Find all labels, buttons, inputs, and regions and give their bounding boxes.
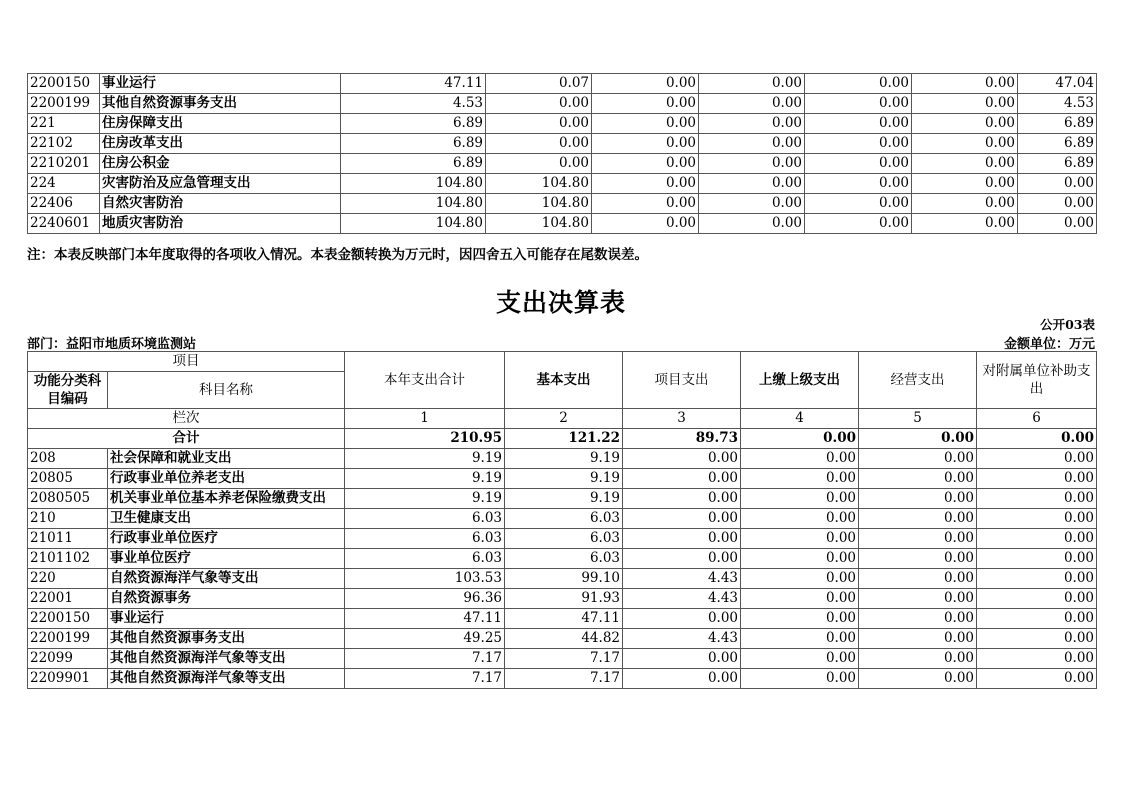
header-col-1: 本年支出合计 [345,352,505,409]
income-table-continuation [27,73,1097,234]
row-value-4: 0.00 [741,489,859,509]
row-name: 自然资源事务 [108,589,345,609]
row-name: 灾害防治及应急管理支出 [100,174,341,194]
row-value-6: 0.00 [912,114,1018,134]
row-number-label: 栏次 [28,409,345,429]
row-value-2: 9.19 [505,449,623,469]
row-code: 2240601 [28,214,100,234]
header-col-6: 对附属单位补助支出 [977,352,1097,409]
row-value-2: 0.00 [486,94,592,114]
row-value-5: 0.00 [859,569,977,589]
row-value-7: 6.89 [1018,134,1097,154]
table-row [28,669,1097,689]
row-value-4: 0.00 [699,134,805,154]
row-value-3: 4.43 [623,569,741,589]
expense-table-header [28,352,1097,449]
header-code-label: 功能分类科目编码 [28,372,108,409]
row-value-2: 99.10 [505,569,623,589]
row-value-3: 0.00 [623,529,741,549]
row-value-3: 0.00 [592,194,699,214]
row-value-3: 4.43 [623,629,741,649]
row-value-1: 6.89 [341,114,486,134]
row-value-5: 0.00 [805,114,912,134]
row-value-6: 0.00 [912,74,1018,94]
row-value-4: 0.00 [699,174,805,194]
row-value-4: 0.00 [741,609,859,629]
col-number-6: 6 [977,409,1097,429]
row-value-3: 4.43 [623,589,741,609]
row-code: 2200199 [28,94,100,114]
row-value-1: 103.53 [345,569,505,589]
row-name: 机关事业单位基本养老保险缴费支出 [108,489,345,509]
table-row [28,509,1097,529]
table-note: 注：本表反映部门本年度取得的各项收入情况。本表金额转换为万元时，因四舍五入可能存在尾数误差。 [27,247,648,263]
table-row [28,629,1097,649]
table-row [28,569,1097,589]
row-value-6: 0.00 [977,589,1097,609]
row-value-4: 0.00 [741,649,859,669]
row-value-6: 0.00 [977,549,1097,569]
row-value-3: 0.00 [592,174,699,194]
row-value-2: 0.00 [486,114,592,134]
row-value-7: 0.00 [1018,214,1097,234]
row-value-4: 0.00 [741,449,859,469]
row-value-4: 0.00 [741,509,859,529]
row-value-3: 0.00 [592,114,699,134]
row-value-5: 0.00 [859,469,977,489]
row-value-4: 0.00 [741,569,859,589]
row-code: 220 [28,569,108,589]
row-value-4: 0.00 [741,529,859,549]
row-name: 其他自然资源海洋气象等支出 [108,649,345,669]
header-col-3: 项目支出 [623,352,741,409]
unit-label: 金额单位：万元 [1003,337,1095,352]
row-value-7: 0.00 [1018,194,1097,214]
row-value-5: 0.00 [805,154,912,174]
row-name: 卫生健康支出 [108,509,345,529]
row-value-4: 0.00 [741,469,859,489]
header-col-2: 基本支出 [505,352,623,409]
header-item: 项目 [28,352,345,372]
row-value-6: 0.00 [977,669,1097,689]
row-value-4: 0.00 [741,669,859,689]
row-value-2: 6.03 [505,529,623,549]
row-code: 208 [28,449,108,469]
expense-table-body [28,449,1097,689]
expense-table [27,351,1097,689]
row-value-3: 0.00 [623,549,741,569]
col-number-1: 1 [345,409,505,429]
row-value-1: 104.80 [341,194,486,214]
row-value-1: 6.03 [345,549,505,569]
row-value-5: 0.00 [805,194,912,214]
row-value-1: 6.89 [341,134,486,154]
row-code: 221 [28,114,100,134]
row-code: 2200199 [28,629,108,649]
row-value-2: 0.00 [486,134,592,154]
row-value-2: 9.19 [505,469,623,489]
row-value-1: 7.17 [345,649,505,669]
row-name: 社会保障和就业支出 [108,449,345,469]
row-name: 行政事业单位养老支出 [108,469,345,489]
row-value-6: 0.00 [912,174,1018,194]
row-code: 224 [28,174,100,194]
header-col-4: 上缴上级支出 [741,352,859,409]
row-value-1: 9.19 [345,449,505,469]
row-value-5: 0.00 [805,214,912,234]
col-number-3: 3 [623,409,741,429]
row-value-1: 6.89 [341,154,486,174]
row-value-3: 0.00 [623,649,741,669]
row-value-6: 0.00 [977,569,1097,589]
row-value-6: 0.00 [977,509,1097,529]
income-table-body [28,74,1097,234]
row-value-2: 104.80 [486,214,592,234]
col-number-5: 5 [859,409,977,429]
row-value-1: 7.17 [345,669,505,689]
total-value-6: 0.00 [977,429,1097,449]
row-value-7: 4.53 [1018,94,1097,114]
total-value-2: 121.22 [505,429,623,449]
table-row [28,94,1097,114]
total-value-4: 0.00 [741,429,859,449]
row-value-3: 0.00 [592,74,699,94]
row-value-1: 6.03 [345,529,505,549]
row-code: 21011 [28,529,108,549]
row-value-5: 0.00 [859,449,977,469]
row-value-6: 0.00 [977,489,1097,509]
row-value-5: 0.00 [805,94,912,114]
row-value-3: 0.00 [623,669,741,689]
row-value-2: 91.93 [505,589,623,609]
row-value-6: 0.00 [977,629,1097,649]
row-value-4: 0.00 [699,114,805,134]
row-code: 20805 [28,469,108,489]
row-value-1: 47.11 [341,74,486,94]
department-label: 部门：益阳市地质环境监测站 [27,337,197,352]
row-value-1: 47.11 [345,609,505,629]
table-row [28,529,1097,549]
row-value-6: 0.00 [977,469,1097,489]
row-code: 210 [28,509,108,529]
row-value-6: 0.00 [977,649,1097,669]
row-value-4: 0.00 [699,74,805,94]
row-value-4: 0.00 [699,194,805,214]
total-row [28,429,1097,449]
table-row [28,214,1097,234]
row-value-2: 104.80 [486,174,592,194]
row-value-1: 96.36 [345,589,505,609]
row-name: 其他自然资源海洋气象等支出 [108,669,345,689]
row-value-3: 0.00 [623,449,741,469]
row-value-4: 0.00 [699,154,805,174]
row-value-5: 0.00 [859,489,977,509]
total-label: 合计 [28,429,345,449]
table-row [28,174,1097,194]
row-value-7: 6.89 [1018,114,1097,134]
row-value-3: 0.00 [623,609,741,629]
row-value-6: 0.00 [977,529,1097,549]
row-code: 2209901 [28,669,108,689]
row-value-1: 104.80 [341,174,486,194]
row-name: 地质灾害防治 [100,214,341,234]
row-name: 事业运行 [100,74,341,94]
row-value-5: 0.00 [805,74,912,94]
row-value-6: 0.00 [912,134,1018,154]
row-value-6: 0.00 [977,449,1097,469]
row-value-5: 0.00 [859,669,977,689]
table-row [28,469,1097,489]
table-row [28,589,1097,609]
row-value-3: 0.00 [592,94,699,114]
row-value-1: 9.19 [345,489,505,509]
row-value-1: 6.03 [345,509,505,529]
row-code: 2210201 [28,154,100,174]
row-name: 其他自然资源事务支出 [108,629,345,649]
row-value-4: 0.00 [741,549,859,569]
row-value-2: 0.07 [486,74,592,94]
table-code: 公开03表 [1040,317,1095,332]
total-value-5: 0.00 [859,429,977,449]
row-value-3: 0.00 [592,214,699,234]
row-value-1: 4.53 [341,94,486,114]
row-value-2: 7.17 [505,649,623,669]
row-name: 事业运行 [108,609,345,629]
row-value-2: 47.11 [505,609,623,629]
table-row [28,609,1097,629]
row-value-4: 0.00 [699,94,805,114]
row-name: 行政事业单位医疗 [108,529,345,549]
row-code: 2200150 [28,74,100,94]
row-value-5: 0.00 [859,589,977,609]
row-value-5: 0.00 [859,529,977,549]
row-value-4: 0.00 [741,589,859,609]
table-row [28,649,1097,669]
row-value-1: 49.25 [345,629,505,649]
row-value-4: 0.00 [699,214,805,234]
row-name: 自然灾害防治 [100,194,341,214]
table-row [28,114,1097,134]
row-value-6: 0.00 [912,154,1018,174]
page-title: 支出决算表 [495,288,626,317]
row-value-3: 0.00 [592,154,699,174]
table-row [28,74,1097,94]
row-value-6: 0.00 [912,194,1018,214]
row-value-3: 0.00 [623,469,741,489]
row-value-5: 0.00 [859,629,977,649]
row-name: 住房保障支出 [100,114,341,134]
row-value-2: 6.03 [505,549,623,569]
header-col-5: 经营支出 [859,352,977,409]
row-value-3: 0.00 [592,134,699,154]
row-value-6: 0.00 [912,214,1018,234]
row-value-2: 0.00 [486,154,592,174]
row-value-2: 7.17 [505,669,623,689]
row-code: 2101102 [28,549,108,569]
row-value-1: 104.80 [341,214,486,234]
row-value-5: 0.00 [805,134,912,154]
row-value-1: 9.19 [345,469,505,489]
row-value-3: 0.00 [623,509,741,529]
row-code: 22001 [28,589,108,609]
row-name: 自然资源海洋气象等支出 [108,569,345,589]
row-value-3: 0.00 [623,489,741,509]
row-value-6: 0.00 [912,94,1018,114]
row-code: 22099 [28,649,108,669]
table-row [28,154,1097,174]
col-number-2: 2 [505,409,623,429]
total-value-3: 89.73 [623,429,741,449]
row-code: 22102 [28,134,100,154]
row-code: 22406 [28,194,100,214]
row-value-5: 0.00 [805,174,912,194]
row-value-2: 9.19 [505,489,623,509]
row-value-2: 6.03 [505,509,623,529]
row-value-4: 0.00 [741,629,859,649]
row-code: 2080505 [28,489,108,509]
total-value-1: 210.95 [345,429,505,449]
table-row [28,549,1097,569]
table-row [28,134,1097,154]
row-name: 其他自然资源事务支出 [100,94,341,114]
row-value-7: 0.00 [1018,174,1097,194]
table-row [28,194,1097,214]
table-row [28,449,1097,469]
row-value-5: 0.00 [859,609,977,629]
row-value-7: 6.89 [1018,154,1097,174]
col-number-4: 4 [741,409,859,429]
row-value-5: 0.00 [859,649,977,669]
row-name: 事业单位医疗 [108,549,345,569]
row-name: 住房公积金 [100,154,341,174]
row-value-6: 0.00 [977,609,1097,629]
row-value-5: 0.00 [859,509,977,529]
header-name-label: 科目名称 [108,372,345,409]
row-value-2: 44.82 [505,629,623,649]
row-value-2: 104.80 [486,194,592,214]
row-code: 2200150 [28,609,108,629]
row-value-7: 47.04 [1018,74,1097,94]
table-row [28,489,1097,509]
row-value-5: 0.00 [859,549,977,569]
row-name: 住房改革支出 [100,134,341,154]
